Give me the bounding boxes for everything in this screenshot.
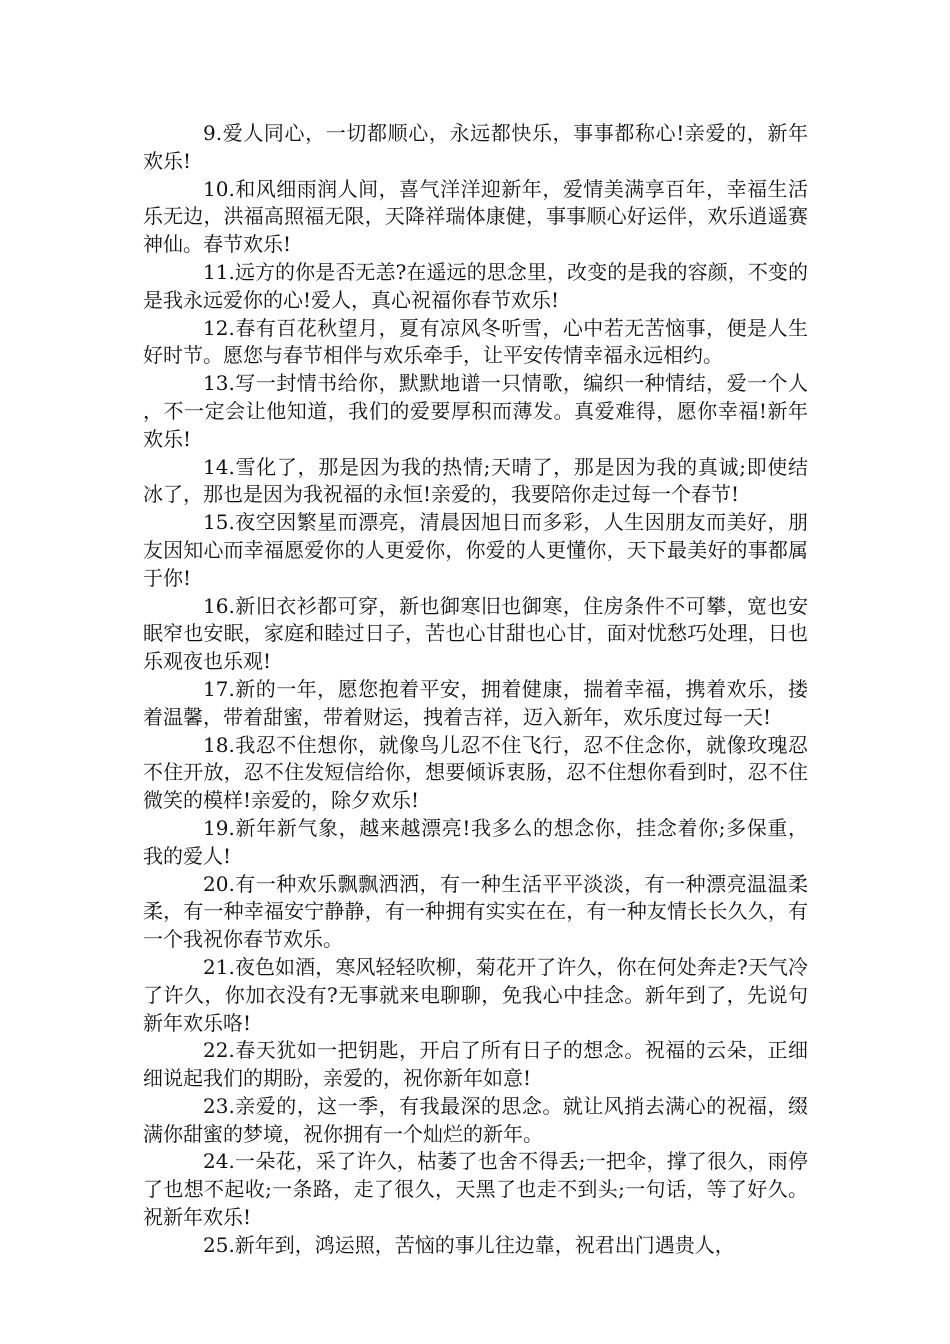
- document-body: [143, 120, 808, 1260]
- paragraph-14: 14.雪化了，那是因为我的热情;天晴了，那是因为我的真诚;即使结冰了，那也是因为我祝福的永恒!亲爱的，我要陪你走过每一个春节!: [143, 454, 808, 507]
- paragraph-17: 17.新的一年，愿您抱着平安，拥着健康，揣着幸福，携着欢乐，搂着温馨，带着甜蜜，带着财运，拽着吉祥，迈入新年，欢乐度过每一天!: [143, 676, 808, 729]
- paragraph-15: 15.夜空因繁星而漂亮，清晨因旭日而多彩，人生因朋友而美好，朋友因知心而幸福愿爱你的人更爱你，你爱的人更懂你，天下最美好的事都属于你!: [143, 510, 808, 590]
- paragraph-25: 25.新年到，鸿运照，苦恼的事儿往边靠，祝君出门遇贵人，: [203, 1232, 735, 1257]
- paragraph-18: 18.我忍不住想你，就像鸟儿忍不住飞行，忍不住念你，就像玫瑰忍不住开放，忍不住发短信给你，想要倾诉衷肠，忍不住想你看到时，忍不住微笑的模样!亲爱的，除夕欢乐!: [143, 732, 808, 813]
- paragraph-10: 10.和风细雨润人间，喜气洋洋迎新年，爱情美满享百年，幸福生活乐无边，洪福高照福无限，天降祥瑞体康健，事事顺心好运伴，欢乐逍遥赛神仙。春节欢乐!: [143, 176, 808, 257]
- paragraph-13: 13.写一封情书给你，默默地谱一只情歌，编织一种情结，爱一个人，不一定会让他知道，我们的爱要厚积而薄发。真爱难得，愿你幸福!新年欢乐!: [143, 371, 808, 451]
- paragraph-24: 24.一朵花，采了许久，枯萎了也舍不得丢;一把伞，撑了很久，雨停了也想不起收;一条路，走了很久，天黑了也走不到头;一句话，等了好久。祝新年欢乐!: [143, 1149, 808, 1230]
- paragraph-19: 19.新年新气象，越来越漂亮!我多么的想念你，挂念着你;多保重，我的爱人!: [143, 815, 808, 868]
- paragraph-20: 20.有一种欢乐飘飘洒洒，有一种生活平平淡淡，有一种漂亮温温柔柔，有一种幸福安宁静静，有一种拥有实实在在，有一种友情长长久久，有一个我祝你春节欢乐。: [143, 871, 808, 952]
- paragraph-23: 23.亲爱的，这一季，有我最深的思念。就让风捎去满心的祝福，缀满你甜蜜的梦境，祝你拥有一个灿烂的新年。: [143, 1093, 808, 1146]
- paragraph-21: 21.夜色如酒，寒风轻轻吹柳，菊花开了许久，你在何处奔走?天气冷了许久，你加衣没有?无事就来电聊聊，免我心中挂念。新年到了，先说句新年欢乐咯!: [143, 954, 808, 1035]
- paragraph-12: 12.春有百花秋望月，夏有凉风冬听雪，心中若无苦恼事，便是人生好时节。愿您与春节相伴与欢乐牵手，让平安传情幸福永远相约。: [143, 315, 808, 368]
- paragraph-11: 11.远方的你是否无恙?在遥远的思念里，改变的是我的容颜，不变的是我永远爱你的心!爱人，真心祝福你春节欢乐!: [143, 259, 808, 312]
- paragraph-16: 16.新旧衣衫都可穿，新也御寒旧也御寒，住房条件不可攀，宽也安眠窄也安眠，家庭和睦过日子，苦也心甘甜也心甘，面对忧愁巧处理，日也乐观夜也乐观!: [143, 593, 808, 674]
- paragraph-9: 9.爱人同心，一切都顺心，永远都快乐，事事都称心!亲爱的，新年欢乐!: [143, 121, 808, 173]
- paragraph-22: 22.春天犹如一把钥匙，开启了所有日子的想念。祝福的云朵，正细细说起我们的期盼，亲爱的，祝你新年如意!: [143, 1038, 808, 1091]
